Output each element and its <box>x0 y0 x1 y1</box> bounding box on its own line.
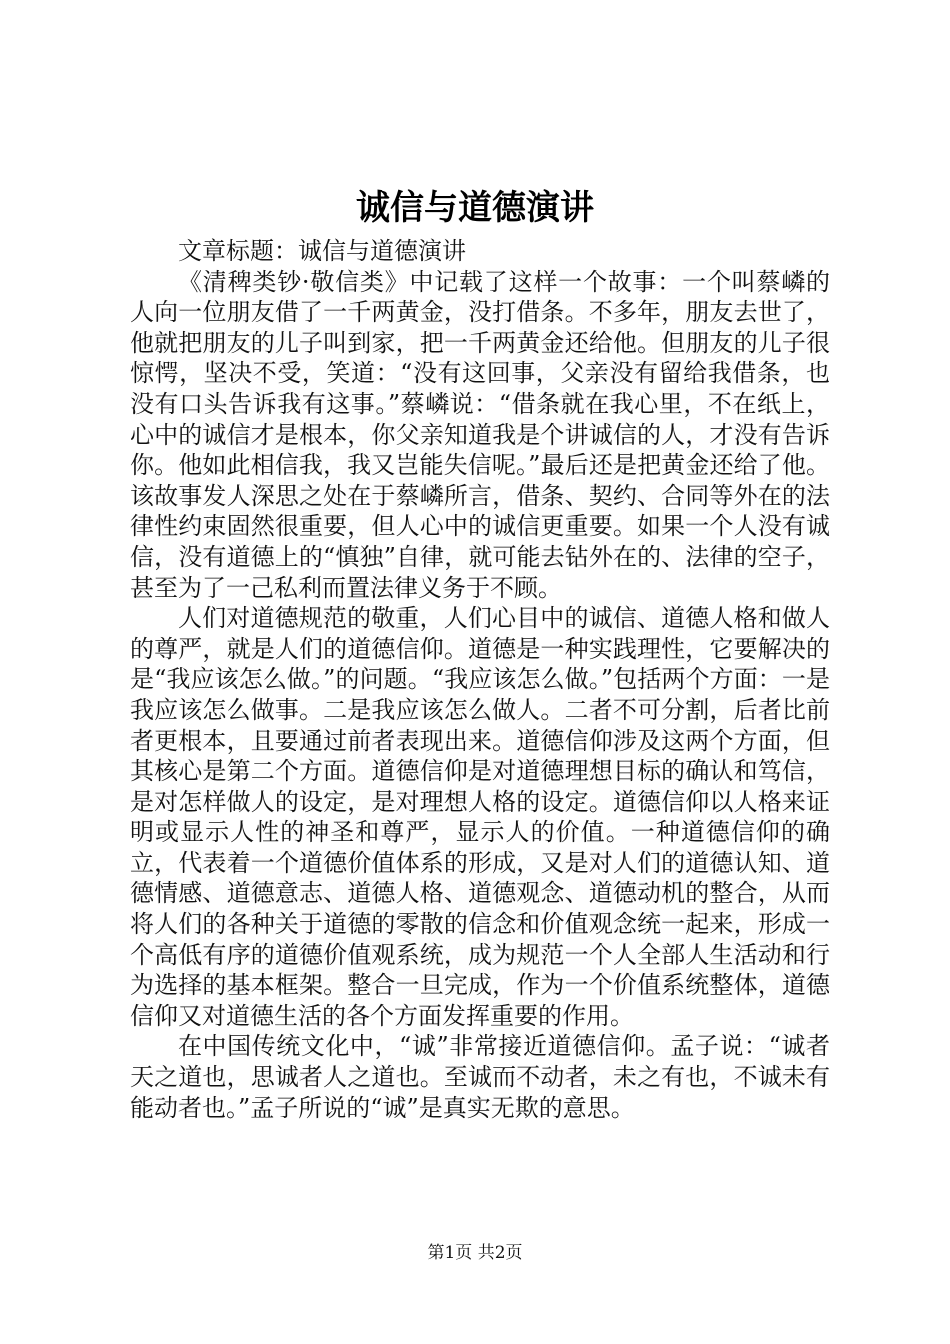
paragraph-moral-belief: 人们对道德规范的敬重，人们心目中的诚信、道德人格和做人的尊严，就是人们的道德信仰。道德是一种实践理性，它要解决的是“我应该怎么做。”的问题。“我应该怎么做。”包括两个方面：一是我应该怎么做事。二是我应该怎么做人。二者不可分割，后者比前者更根本，且要通过前者表现出来。道德信仰涉及这两个方面，但其核心是第二个方面。道德信仰是对道德理想目标的确认和笃信，是对怎样做人的设定，是对理想人格的设定。道德信仰以人格来证明或显示人性的神圣和尊严，显示人的价值。一种道德信仰的确立，代表着一个道德价值体系的形成，又是对人们的道德认知、道德情感、道德意志、道德人格、道德观念、道德动机的整合，从而将人们的各种关于道德的零散的信念和价值观念统一起来，形成一个高低有序的道德价值观系统，成为规范一个人全部人生活动和行为选择的基本框架。整合一旦完成，作为一个价值系统整体，道德信仰又对道德生活的各个方面发挥重要的作用。 <box>130 604 830 1030</box>
paragraph-story: 《清稗类钞·敬信类》中记载了这样一个故事：一个叫蔡嶙的人向一位朋友借了一千两黄金，没打借条。不多年，朋友去世了，他就把朋友的儿子叫到家，把一千两黄金还给他。但朋友的儿子很惊愕，坚决不受，笑道：“没有这回事，父亲没有留给我借条，也没有口头告诉我有这事。”蔡嶙说：“借条就在我心里，不在纸上，心中的诚信才是根本，你父亲知道我是个讲诚信的人，才没有告诉你。他如此相信我，我又岂能失信呢。”最后还是把黄金还给了他。该故事发人深思之处在于蔡嶙所言，借条、契约、合同等外在的法律性约束固然很重要，但人心中的诚信更重要。如果一个人没有诚信，没有道德上的“慎独”自律，就可能去钻外在的、法律的空子，甚至为了一己私利而置法律义务于不顾。 <box>130 267 830 602</box>
document-body <box>130 236 830 1123</box>
article-title-line: 文章标题：诚信与道德演讲 <box>178 237 466 265</box>
paragraph-tradition: 在中国传统文化中，“诚”非常接近道德信仰。孟子说：“诚者天之道也，思诚者人之道也。至诚而不动者，未之有也，不诚未有能动者也。”孟子所说的“诚”是真实无欺的意思。 <box>130 1032 830 1122</box>
document-title: 诚信与道德演讲 <box>356 188 594 228</box>
page-number-footer: 第1页 共2页 <box>427 1243 523 1263</box>
